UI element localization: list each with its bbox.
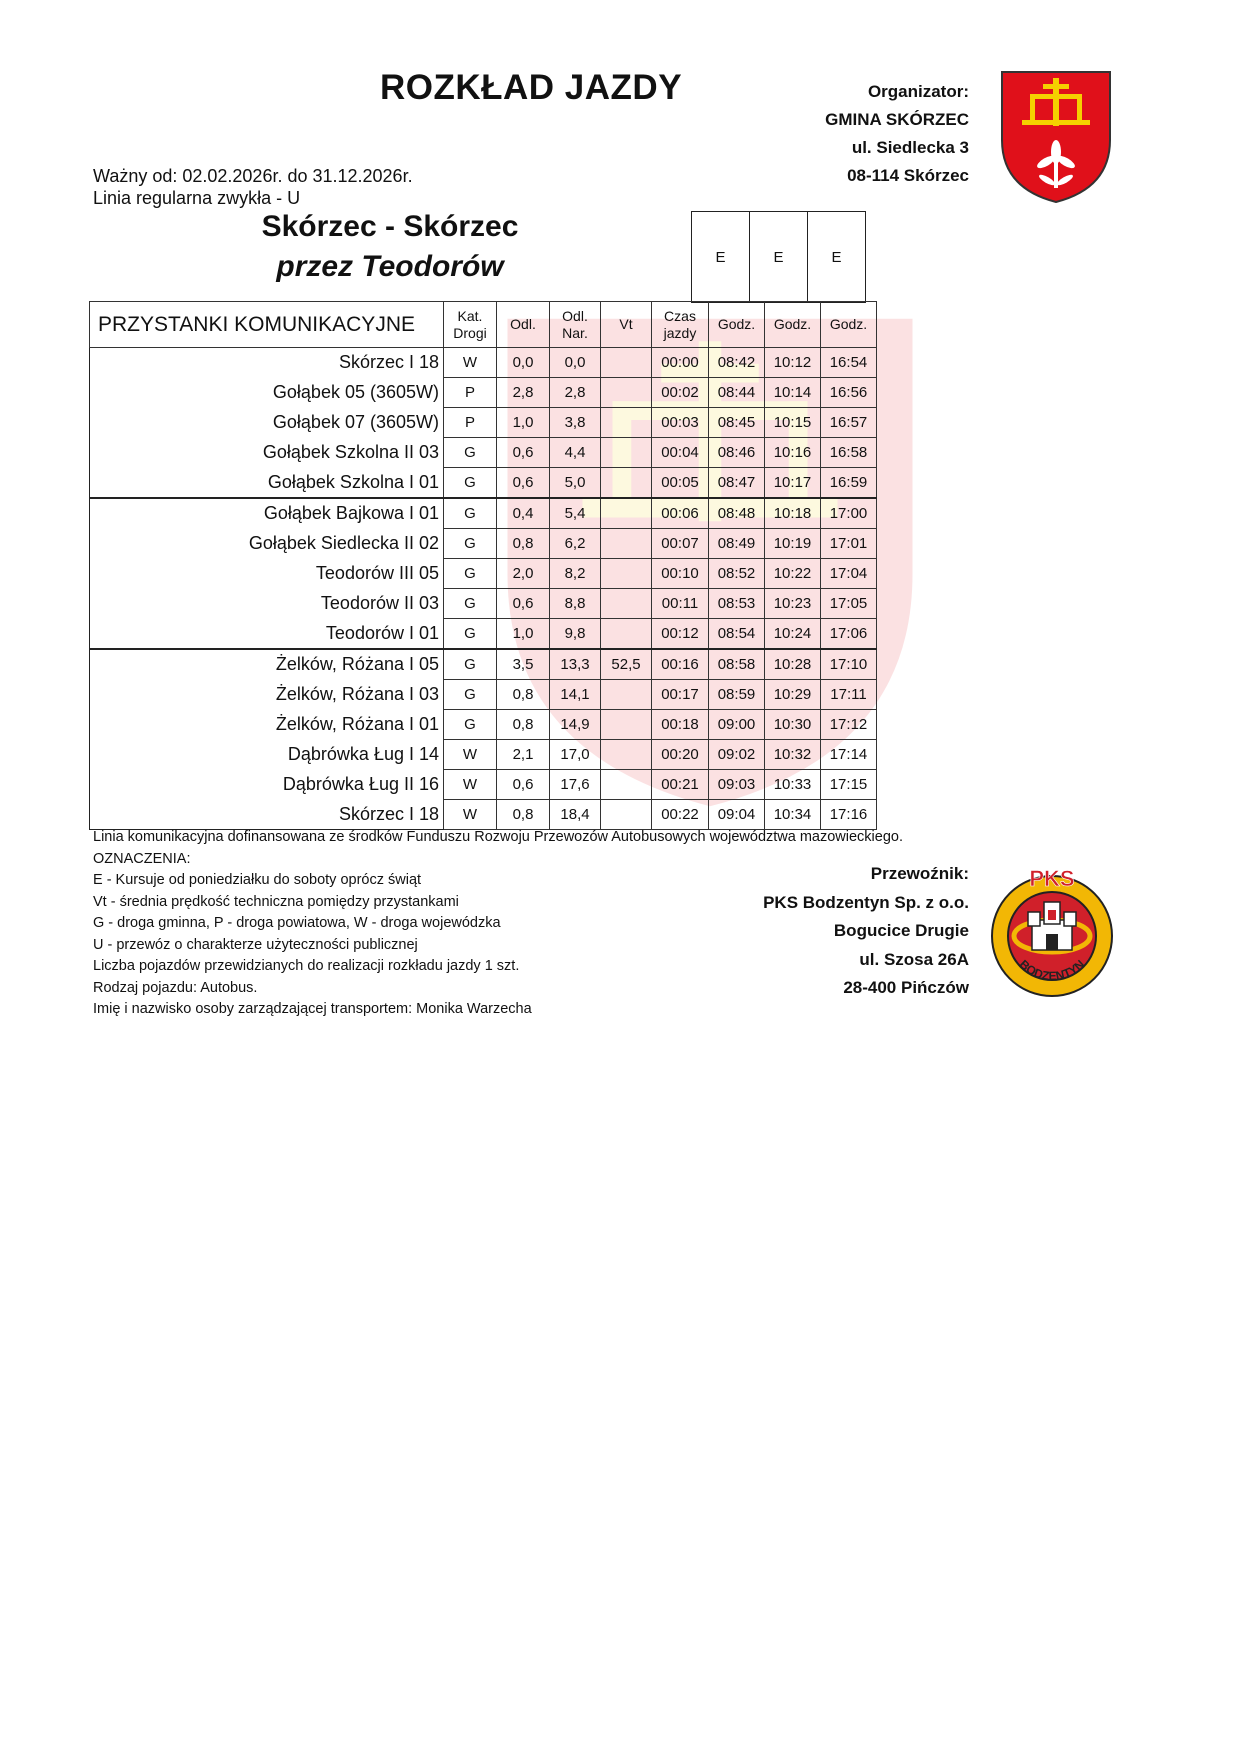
cell-t2: 10:23 — [765, 589, 821, 619]
cell-t1: 08:46 — [709, 438, 765, 468]
cell-nar: 5,4 — [550, 498, 601, 529]
route-title — [240, 210, 540, 284]
note-line: G - droga gminna, P - droga powiatowa, W - droga wojewódzka — [93, 915, 501, 931]
stop-name: Skórzec I 18 — [90, 348, 444, 378]
cell-t3: 17:12 — [821, 710, 877, 740]
stop-name: Gołąbek Siedlecka II 02 — [90, 529, 444, 559]
cell-t3: 17:11 — [821, 680, 877, 710]
table-row — [90, 740, 877, 770]
table-row — [90, 529, 877, 559]
stop-name: Żelków, Różana I 05 — [90, 649, 444, 680]
cell-nar: 14,1 — [550, 680, 601, 710]
cell-t1: 08:54 — [709, 619, 765, 650]
cell-czas: 00:12 — [652, 619, 709, 650]
stop-name: Teodorów I 01 — [90, 619, 444, 650]
cell-vt — [601, 378, 652, 408]
course-mark-3: E — [808, 212, 866, 303]
cell-t1: 08:53 — [709, 589, 765, 619]
cell-t1: 08:58 — [709, 649, 765, 680]
cell-t1: 08:42 — [709, 348, 765, 378]
timetable-header-row — [90, 302, 877, 348]
cell-t3: 17:04 — [821, 559, 877, 589]
stop-name: Żelków, Różana I 01 — [90, 710, 444, 740]
cell-t1: 08:49 — [709, 529, 765, 559]
carrier-block — [763, 860, 969, 1003]
cell-kat: G — [444, 680, 497, 710]
cell-kat: G — [444, 589, 497, 619]
cell-vt — [601, 408, 652, 438]
cell-vt — [601, 710, 652, 740]
cell-nar: 18,4 — [550, 800, 601, 830]
cell-kat: P — [444, 408, 497, 438]
cell-nar: 0,0 — [550, 348, 601, 378]
table-row — [90, 619, 877, 650]
cell-nar: 17,0 — [550, 740, 601, 770]
cell-kat: W — [444, 740, 497, 770]
validity-dates: Ważny od: 02.02.2026r. do 31.12.2026r. — [93, 166, 413, 186]
note-line: Vt - średnia prędkość techniczna pomiędzy przystankami — [93, 893, 459, 910]
cell-odl: 2,1 — [497, 740, 550, 770]
cell-t1: 09:02 — [709, 740, 765, 770]
table-row — [90, 468, 877, 499]
carrier-name: PKS Bodzentyn Sp. z o.o. — [763, 892, 969, 912]
cell-t3: 16:58 — [821, 438, 877, 468]
cell-nar: 6,2 — [550, 529, 601, 559]
cell-odl: 0,6 — [497, 438, 550, 468]
organizer-name: GMINA SKÓRZEC — [825, 110, 969, 129]
cell-nar: 5,0 — [550, 468, 601, 499]
cell-kat: G — [444, 498, 497, 529]
cell-czas: 00:07 — [652, 529, 709, 559]
stop-name: Skórzec I 18 — [90, 800, 444, 830]
header-vt: Vt — [601, 302, 652, 348]
cell-kat: W — [444, 770, 497, 800]
cell-vt — [601, 529, 652, 559]
cell-kat: G — [444, 619, 497, 650]
stop-name: Teodorów II 03 — [90, 589, 444, 619]
cell-nar: 14,9 — [550, 710, 601, 740]
cell-odl: 3,5 — [497, 649, 550, 680]
cell-vt — [601, 438, 652, 468]
cell-t2: 10:28 — [765, 649, 821, 680]
cell-odl: 2,8 — [497, 378, 550, 408]
cell-t3: 17:15 — [821, 770, 877, 800]
cell-czas: 00:22 — [652, 800, 709, 830]
cell-vt — [601, 559, 652, 589]
course-marks-grid — [691, 211, 866, 303]
cell-t2: 10:14 — [765, 378, 821, 408]
table-row — [90, 710, 877, 740]
cell-t3: 16:59 — [821, 468, 877, 499]
cell-t2: 10:30 — [765, 710, 821, 740]
cell-odl: 0,6 — [497, 589, 550, 619]
cell-czas: 00:04 — [652, 438, 709, 468]
note-line: Rodzaj pojazdu: Autobus. — [93, 979, 258, 996]
cell-nar: 4,4 — [550, 438, 601, 468]
cell-t3: 16:54 — [821, 348, 877, 378]
cell-t3: 17:01 — [821, 529, 877, 559]
cell-t2: 10:19 — [765, 529, 821, 559]
cell-odl: 2,0 — [497, 559, 550, 589]
cell-czas: 00:18 — [652, 710, 709, 740]
table-row — [90, 770, 877, 800]
table-row — [90, 800, 877, 830]
cell-kat: W — [444, 348, 497, 378]
note-line: Linia komunikacyjna dofinansowana ze środków Funduszu Rozwoju Przewozów Autobusowych województwa mazowieckiego. — [93, 829, 904, 845]
header-godz-2: Godz. — [765, 302, 821, 348]
cell-t3: 17:06 — [821, 619, 877, 650]
header-stops: PRZYSTANKI KOMUNIKACYJNE — [90, 302, 444, 348]
cell-odl: 0,8 — [497, 800, 550, 830]
cell-t3: 17:00 — [821, 498, 877, 529]
table-row — [90, 438, 877, 468]
cell-nar: 9,8 — [550, 619, 601, 650]
note-line: OZNACZENIA: — [93, 850, 191, 867]
table-row — [90, 680, 877, 710]
cell-odl: 0,8 — [497, 680, 550, 710]
header-odl-nar: Odl. Nar. — [550, 302, 601, 348]
cell-nar: 17,6 — [550, 770, 601, 800]
cell-odl: 0,4 — [497, 498, 550, 529]
timetable — [89, 301, 877, 830]
validity-block — [93, 165, 413, 209]
cell-t2: 10:32 — [765, 740, 821, 770]
carrier-street: ul. Szosa 26A — [859, 949, 969, 969]
course-mark-2: E — [750, 212, 808, 303]
cell-vt — [601, 498, 652, 529]
cell-czas: 00:06 — [652, 498, 709, 529]
stop-name: Gołąbek 05 (3605W) — [90, 378, 444, 408]
cell-czas: 00:10 — [652, 559, 709, 589]
cell-nar: 13,3 — [550, 649, 601, 680]
cell-t2: 10:33 — [765, 770, 821, 800]
stop-name: Gołąbek Szkolna I 01 — [90, 468, 444, 499]
route-line1: Skórzec - Skórzec — [261, 210, 519, 243]
stop-name: Gołąbek Bajkowa I 01 — [90, 498, 444, 529]
cell-t3: 17:10 — [821, 649, 877, 680]
table-row — [90, 378, 877, 408]
cell-czas: 00:05 — [652, 468, 709, 499]
table-row — [90, 408, 877, 438]
table-row — [90, 589, 877, 619]
cell-t3: 17:14 — [821, 740, 877, 770]
cell-kat: W — [444, 800, 497, 830]
cell-vt — [601, 800, 652, 830]
logo-top-text: PKS — [1029, 866, 1075, 891]
stop-name: Teodorów III 05 — [90, 559, 444, 589]
cell-kat: G — [444, 710, 497, 740]
cell-odl: 0,0 — [497, 348, 550, 378]
cell-t1: 08:48 — [709, 498, 765, 529]
stop-name: Żelków, Różana I 03 — [90, 680, 444, 710]
cell-t2: 10:17 — [765, 468, 821, 499]
cell-kat: G — [444, 468, 497, 499]
table-row — [90, 559, 877, 589]
header-kat: Kat. Drogi — [444, 302, 497, 348]
cell-t1: 08:44 — [709, 378, 765, 408]
cell-t1: 08:52 — [709, 559, 765, 589]
cell-t1: 08:47 — [709, 468, 765, 499]
cell-vt — [601, 680, 652, 710]
cell-vt — [601, 619, 652, 650]
cell-t1: 09:04 — [709, 800, 765, 830]
organizer-label: Organizator: — [867, 82, 969, 101]
cell-t2: 10:12 — [765, 348, 821, 378]
cell-t2: 10:15 — [765, 408, 821, 438]
cell-czas: 00:20 — [652, 740, 709, 770]
table-row — [90, 649, 877, 680]
note-line: Liczba pojazdów przewidzianych do realizacji rozkładu jazdy 1 szt. — [93, 958, 520, 974]
cell-t3: 17:05 — [821, 589, 877, 619]
cell-odl: 1,0 — [497, 408, 550, 438]
note-line: E - Kursuje od poniedziałku do soboty oprócz świąt — [93, 872, 422, 888]
cell-t3: 16:57 — [821, 408, 877, 438]
header-czas: Czas jazdy — [652, 302, 709, 348]
route-line2: przez Teodorów — [276, 250, 504, 283]
line-type: Linia regularna zwykła - U — [93, 188, 301, 208]
cell-t3: 16:56 — [821, 378, 877, 408]
stop-name: Dąbrówka Ług II 16 — [90, 770, 444, 800]
cell-vt — [601, 740, 652, 770]
cell-nar: 8,2 — [550, 559, 601, 589]
gmina-crest-icon — [1000, 70, 1112, 204]
cell-kat: G — [444, 559, 497, 589]
carrier-label: Przewoźnik: — [870, 864, 969, 883]
cell-czas: 00:21 — [652, 770, 709, 800]
pks-bodzentyn-logo-icon — [988, 858, 1116, 1000]
cell-kat: G — [444, 529, 497, 559]
carrier-place: Bogucice Drugie — [833, 921, 969, 940]
page-title: ROZKŁAD JAZDY — [380, 68, 683, 107]
cell-t2: 10:18 — [765, 498, 821, 529]
cell-kat: P — [444, 378, 497, 408]
cell-odl: 0,6 — [497, 468, 550, 499]
cell-t2: 10:34 — [765, 800, 821, 830]
table-row — [90, 498, 877, 529]
stop-name: Gołąbek 07 (3605W) — [90, 408, 444, 438]
cell-t2: 10:22 — [765, 559, 821, 589]
cell-vt — [601, 468, 652, 499]
cell-czas: 00:17 — [652, 680, 709, 710]
cell-vt — [601, 589, 652, 619]
cell-vt: 52,5 — [601, 649, 652, 680]
cell-kat: G — [444, 438, 497, 468]
cell-t2: 10:29 — [765, 680, 821, 710]
cell-t3: 17:16 — [821, 800, 877, 830]
organizer-street: ul. Siedlecka 3 — [851, 138, 969, 157]
carrier-city: 28-400 Pińczów — [843, 978, 969, 997]
cell-t1: 09:00 — [709, 710, 765, 740]
cell-odl: 0,6 — [497, 770, 550, 800]
cell-t1: 09:03 — [709, 770, 765, 800]
cell-t1: 08:45 — [709, 408, 765, 438]
cell-vt — [601, 770, 652, 800]
cell-t2: 10:16 — [765, 438, 821, 468]
header-godz-3: Godz. — [821, 302, 877, 348]
cell-czas: 00:03 — [652, 408, 709, 438]
stop-name: Dąbrówka Ług I 14 — [90, 740, 444, 770]
cell-czas: 00:00 — [652, 348, 709, 378]
cell-nar: 2,8 — [550, 378, 601, 408]
cell-odl: 0,8 — [497, 710, 550, 740]
header-godz-1: Godz. — [709, 302, 765, 348]
cell-czas: 00:11 — [652, 589, 709, 619]
header-odl: Odl. — [497, 302, 550, 348]
cell-t1: 08:59 — [709, 680, 765, 710]
cell-nar: 8,8 — [550, 589, 601, 619]
course-mark-1: E — [692, 212, 750, 303]
organizer-city: 08-114 Skórzec — [847, 166, 969, 185]
cell-odl: 0,8 — [497, 529, 550, 559]
cell-t2: 10:24 — [765, 619, 821, 650]
cell-czas: 00:02 — [652, 378, 709, 408]
cell-odl: 1,0 — [497, 619, 550, 650]
cell-czas: 00:16 — [652, 649, 709, 680]
logo-bottom-textpath: BODZENTYN — [1016, 957, 1088, 984]
note-line: Imię i nazwisko osoby zarządzającej transportem: Monika Warzecha — [93, 1001, 532, 1017]
note-line: U - przewóz o charakterze użyteczności publicznej — [93, 936, 418, 953]
stop-name: Gołąbek Szkolna II 03 — [90, 438, 444, 468]
cell-vt — [601, 348, 652, 378]
cell-kat: G — [444, 649, 497, 680]
organizer-block — [825, 78, 969, 190]
cell-nar: 3,8 — [550, 408, 601, 438]
table-row — [90, 348, 877, 378]
